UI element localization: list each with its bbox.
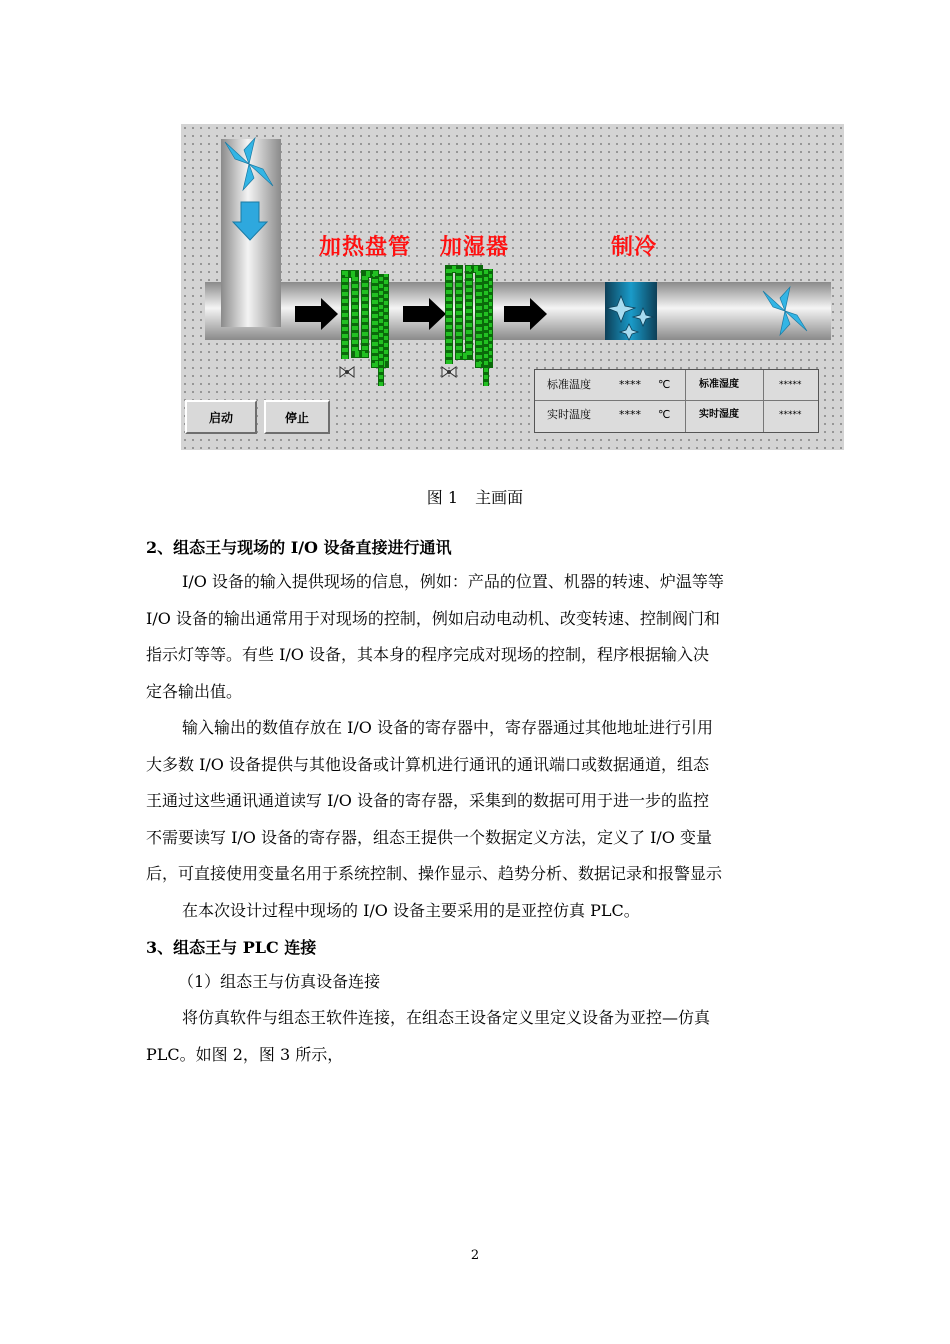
text-line: 在本次设计过程中现场的 I/O 设备主要采用的是亚控仿真 PLC。	[182, 901, 640, 920]
caption-title: 主画面	[475, 488, 524, 507]
readout-table	[534, 369, 819, 433]
text-line: 后，可直接使用变量名用于系统控制、操作显示、趋势分析、数据记录和报警显示	[146, 864, 723, 884]
humidifier-label: 加湿器	[440, 235, 510, 260]
main-screen-figure	[181, 124, 844, 450]
section-2-paragraph-1	[146, 564, 810, 710]
page-number: 2	[470, 1248, 480, 1263]
text-line: （1）组态王与仿真设备连接	[178, 972, 381, 991]
text-line: 大多数 I/O 设备提供与其他设备或计算机进行通讯的通讯端口或数据通道，组态	[146, 754, 710, 774]
heating-coil-label: 加热盘管	[319, 235, 412, 260]
section-3-heading: 3、组态王与 PLC 连接	[146, 938, 317, 957]
realtime-temp-unit: ℃	[658, 408, 671, 421]
text-line: 王通过这些通讯通道读写 I/O 设备的寄存器，采集到的数据可用于进一步的监控	[146, 791, 710, 811]
valve-icon	[340, 367, 354, 377]
text-line: 输入输出的数值存放在 I/O 设备的寄存器中，寄存器通过其他地址进行引用	[182, 718, 714, 737]
standard-humidity-value: *****	[779, 380, 802, 390]
stop-button[interactable]: 停止	[264, 400, 330, 434]
standard-temp-label: 标准温度	[547, 378, 591, 391]
caption-number: 图 1	[426, 488, 459, 507]
section-3-subheading	[146, 964, 810, 1001]
text-line: 将仿真软件与组态王软件连接，在组态王设备定义里定义设备为亚控—仿真	[182, 1008, 711, 1027]
text-line: 不需要读写 I/O 设备的寄存器，组态王提供一个数据定义方法，定义了 I/O 变量	[146, 827, 713, 847]
standard-temp-unit: ℃	[658, 378, 671, 391]
cooling-unit-icon	[605, 282, 657, 340]
valve-icon	[442, 367, 456, 377]
text-line: 定各输出值。	[146, 681, 243, 701]
section-3-paragraph	[146, 1000, 810, 1073]
text-line: I/O 设备的输出通常用于对现场的控制，例如启动电动机、改变转速、控制阀门和	[146, 608, 720, 628]
section-2-paragraph-2	[146, 710, 810, 893]
realtime-temp-label: 实时温度	[547, 408, 591, 421]
cooling-label: 制冷	[611, 235, 658, 260]
figure-caption	[0, 485, 950, 508]
standard-humidity-label: 标准湿度	[699, 379, 739, 390]
realtime-humidity-value: *****	[779, 410, 802, 420]
realtime-humidity-label: 实时湿度	[699, 409, 739, 420]
standard-temp-value: ****	[619, 378, 641, 391]
readout-row-standard	[535, 370, 818, 401]
readout-row-realtime	[535, 400, 818, 430]
realtime-temp-value: ****	[619, 408, 641, 421]
text-line: 指示灯等等。有些 I/O 设备，其本身的程序完成对现场的控制，程序根据输入决	[146, 645, 710, 665]
text-line: PLC。如图 2，图 3 所示，	[146, 1044, 344, 1064]
text-line: I/O 设备的输入提供现场的信息，例如：产品的位置、机器的转速、炉温等等	[182, 572, 724, 591]
start-button[interactable]: 启动	[185, 400, 257, 434]
section-2-paragraph-3	[146, 893, 810, 930]
section-2-heading: 2、组态王与现场的 I/O 设备直接进行通讯	[146, 538, 452, 557]
